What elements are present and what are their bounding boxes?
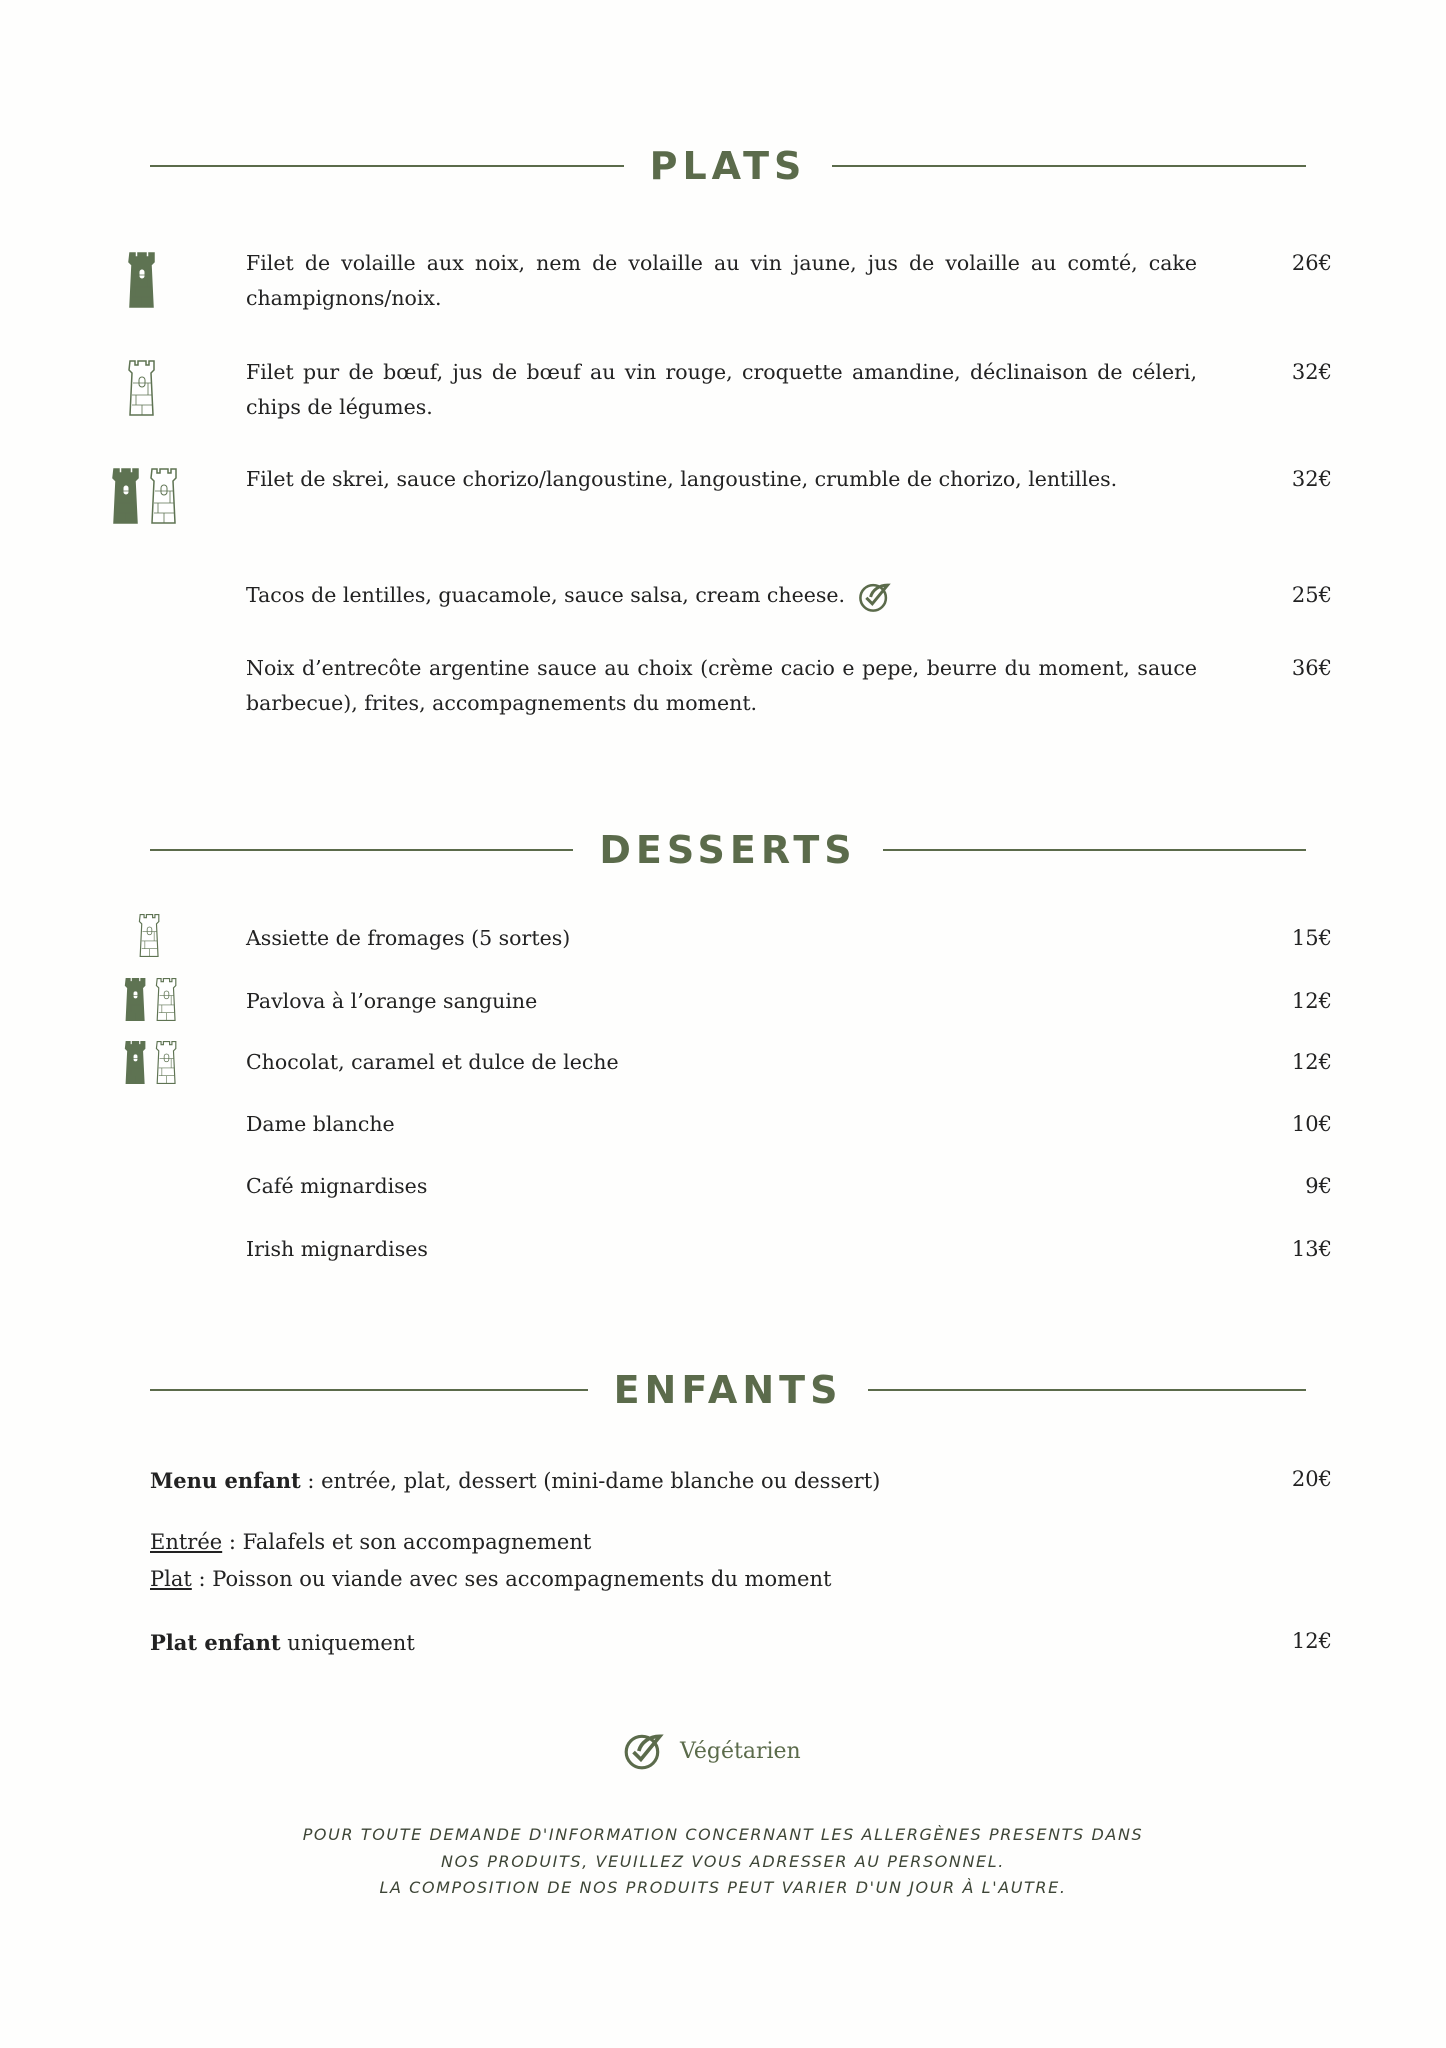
tower-light-icon: [154, 1040, 179, 1085]
vegetarian-icon: [622, 1730, 664, 1772]
menu-item: [246, 984, 1332, 1019]
kids-entree-row: [150, 1524, 1332, 1561]
menu-item: [246, 921, 1332, 956]
tower-icons: [123, 1040, 179, 1085]
notice-line: NOS PRODUITS, VEUILLEZ VOUS ADRESSER AU PERSONNEL.: [441, 1851, 1005, 1871]
kids-menu-description: : entrée, plat, dessert (mini-dame blanche ou dessert): [300, 1469, 881, 1493]
divider: [868, 1389, 1306, 1391]
item-description: Filet de skrei, sauce chorizo/langoustine, langoustine, crumble de chorizo, lentilles.: [246, 467, 1118, 491]
item-price: 25€: [1291, 583, 1332, 607]
item-description: Dame blanche: [246, 1112, 395, 1136]
tower-light-icon: [137, 913, 162, 958]
item-description: Chocolat, caramel et dulce de leche: [246, 1050, 619, 1074]
tower-dark-icon: [110, 467, 142, 525]
item-description: Assiette de fromages (5 sortes): [246, 926, 571, 950]
menu-item: [246, 462, 1332, 497]
section-heading-desserts: [150, 828, 1306, 872]
tower-light-icon: [148, 467, 180, 525]
item-price: 12€: [1291, 1050, 1332, 1074]
item-description: Café mignardises: [246, 1174, 428, 1198]
menu-item: [246, 651, 1332, 721]
kids-plat-only-label: Plat enfant: [150, 1630, 281, 1655]
menu-item: [246, 1107, 1332, 1142]
divider: [832, 165, 1306, 167]
vegetarian-legend: [622, 1730, 801, 1772]
menu-item: [246, 578, 1332, 614]
divider: [150, 849, 573, 851]
kids-plat-only-description: uniquement: [280, 1631, 415, 1655]
tower-light-icon: [154, 977, 179, 1022]
item-price: 32€: [1291, 360, 1332, 384]
item-price: 15€: [1291, 926, 1332, 950]
kids-plat-label: Plat: [150, 1567, 192, 1591]
kids-plat-only-row: [150, 1624, 1332, 1662]
item-price: 20€: [1291, 1467, 1332, 1491]
item-price: 13€: [1291, 1237, 1332, 1261]
kids-entree-label: Entrée: [150, 1530, 223, 1554]
kids-menu-label: Menu enfant: [150, 1468, 301, 1493]
menu-item: [246, 1169, 1332, 1204]
item-price: 36€: [1291, 656, 1332, 680]
menu-item: [246, 246, 1332, 316]
menu-item: [246, 1045, 1332, 1080]
tower-dark-icon: [126, 251, 158, 309]
item-price: 9€: [1305, 1174, 1332, 1198]
item-price: 26€: [1291, 251, 1332, 275]
section-heading-plats: [150, 144, 1306, 188]
menu-item: [246, 355, 1332, 425]
item-price: 10€: [1291, 1112, 1332, 1136]
section-heading-enfants: [150, 1368, 1306, 1412]
section-title: ENFANTS: [613, 1368, 843, 1412]
notice-line: LA COMPOSITION DE NOS PRODUITS PEUT VARIER D'UN JOUR À L'AUTRE.: [379, 1878, 1067, 1897]
item-description: Irish mignardises: [246, 1237, 428, 1261]
tower-light-icon: [126, 359, 158, 417]
tower-icons: [110, 467, 180, 525]
section-title: DESSERTS: [599, 828, 857, 872]
item-price: 12€: [1291, 989, 1332, 1013]
notice-line: POUR TOUTE DEMANDE D'INFORMATION CONCERNANT LES ALLERGÈNES PRESENTS DANS: [302, 1825, 1144, 1844]
vegetarian-label: Végétarien: [680, 1738, 801, 1764]
divider: [150, 165, 624, 167]
divider: [150, 1389, 588, 1391]
divider: [883, 849, 1306, 851]
item-description: Noix d’entrecôte argentine sauce au choix (crème cacio e pepe, beurre du moment, sauce barbecue), frites, accompagnements du moment.: [246, 656, 1197, 715]
tower-dark-icon: [123, 1040, 148, 1085]
item-price: 12€: [1291, 1629, 1332, 1653]
item-description: Pavlova à l’orange sanguine: [246, 989, 538, 1013]
item-description: Filet pur de bœuf, jus de bœuf au vin rouge, croquette amandine, déclinaison de céleri, chips de légumes.: [246, 360, 1197, 419]
kids-plat-description: : Poisson ou viande avec ses accompagnements du moment: [191, 1567, 832, 1591]
item-description-wrap: [246, 578, 1197, 614]
tower-icons: [123, 977, 179, 1022]
item-description: Tacos de lentilles, guacamole, sauce salsa, cream cheese.: [246, 583, 846, 607]
tower-dark-icon: [123, 977, 148, 1022]
vegetarian-icon: [857, 580, 891, 614]
section-title: PLATS: [649, 144, 807, 188]
kids-entree-description: : Falafels et son accompagnement: [222, 1530, 592, 1554]
allergen-notice: [0, 1822, 1446, 1902]
item-description: Filet de volaille aux noix, nem de volaille au vin jaune, jus de volaille au comté, cake champignons/noix.: [246, 251, 1197, 310]
kids-plat-row: [150, 1561, 1332, 1598]
menu-item: [246, 1232, 1332, 1267]
item-price: 32€: [1291, 467, 1332, 491]
kids-menu-row: [150, 1462, 1332, 1500]
